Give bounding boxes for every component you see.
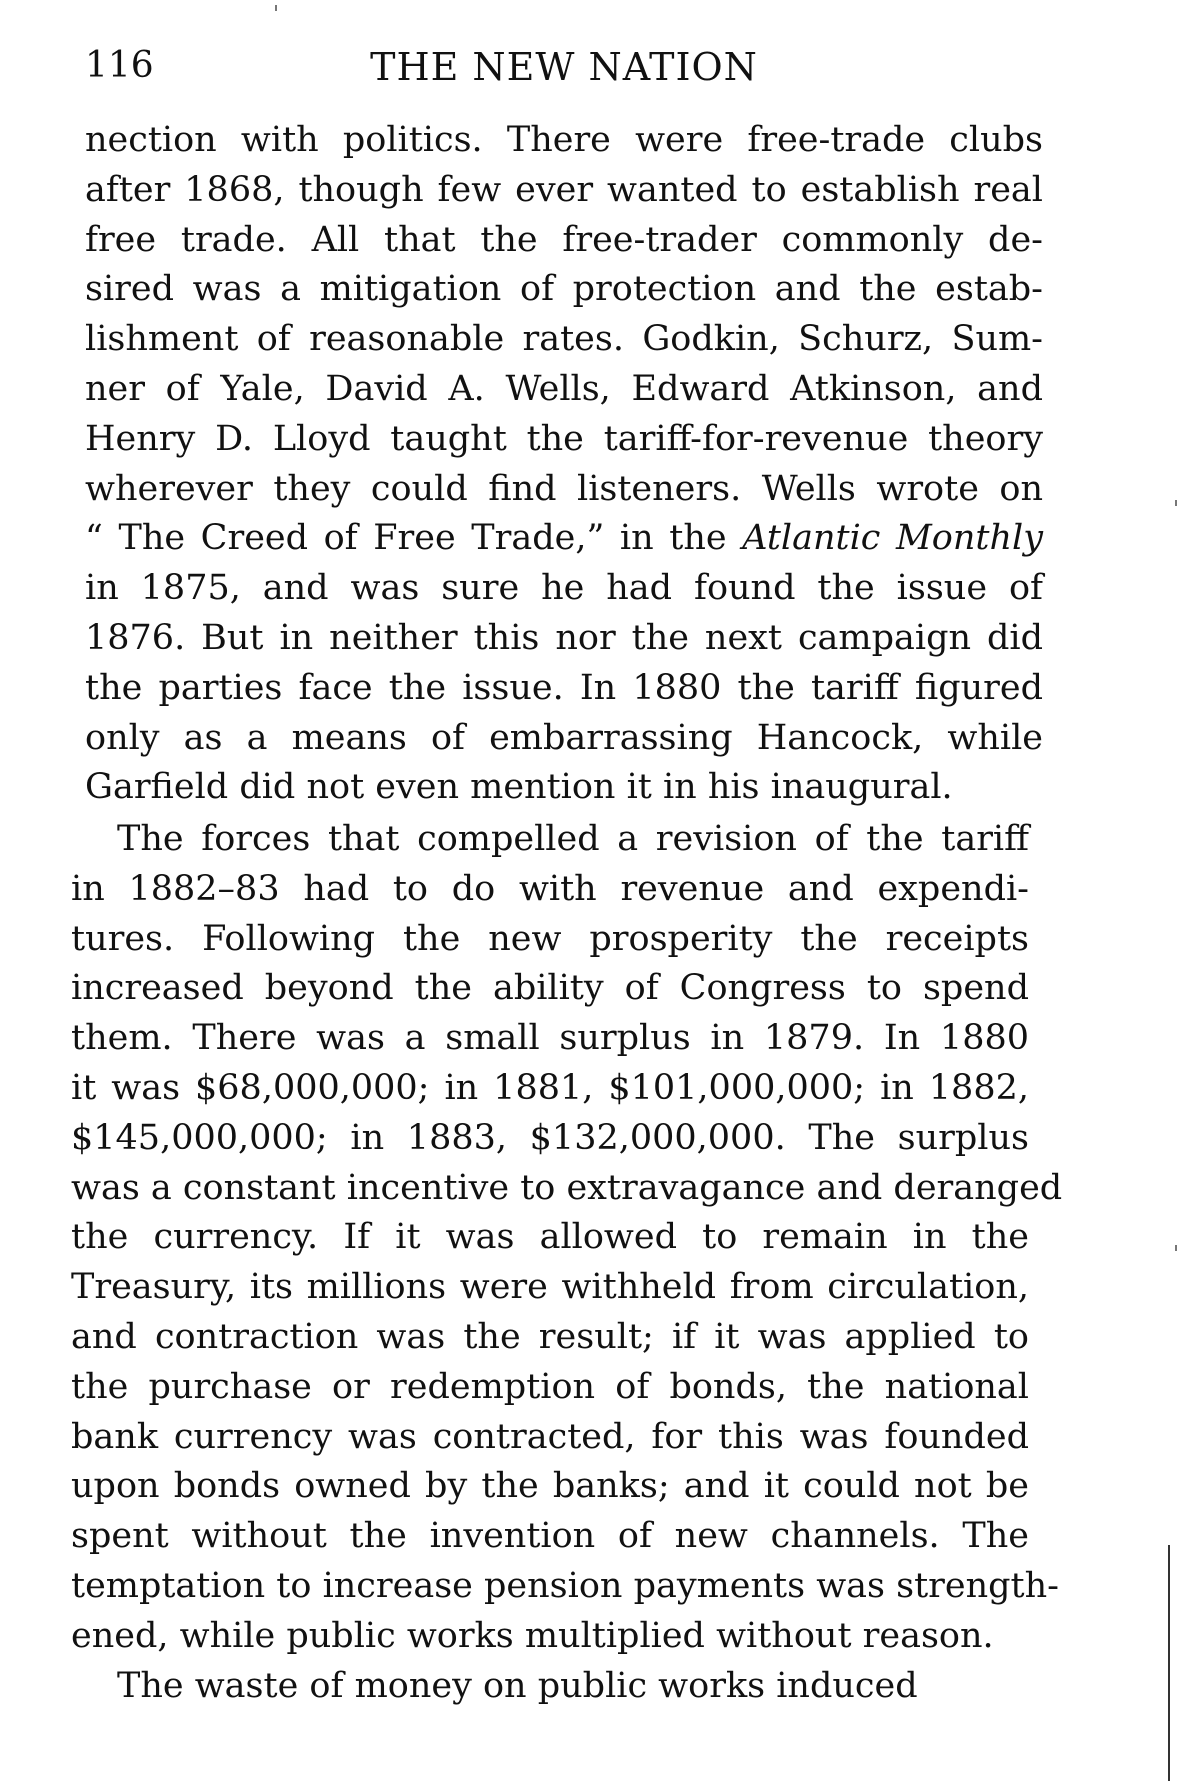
text-segment: temptation to increase pension payments was strength- [71, 1565, 1059, 1606]
text-segment: free trade. All that the free-trader commonly de- [85, 219, 1043, 260]
text-segment: $145,000,000; in 1883, $132,000,000. The surplus [71, 1117, 1029, 1158]
text-segment: after 1868, though few ever wanted to establish real [85, 169, 1043, 210]
text-line [71, 865, 1029, 915]
text-line [85, 315, 1043, 365]
text-segment: sired was a mitigation of protection and the estab- [85, 269, 1043, 310]
text-segment: The waste of money on public works induced [117, 1665, 918, 1706]
text-line [85, 763, 1043, 813]
text-segment: Garfield did not even mention it in his inaugural. [85, 767, 953, 808]
text-line [71, 964, 1029, 1014]
text-segment: nection with politics. There were free-trade clubs [85, 120, 1043, 160]
text-segment: the currency. If it was allowed to remain in the [71, 1217, 1029, 1258]
text-line [85, 564, 1043, 614]
text-segment: “ The Creed of Free Trade,” in the [85, 518, 743, 559]
scan-speck [275, 5, 277, 11]
text-line [85, 514, 1043, 564]
text-line [71, 1562, 1059, 1612]
text-segment: lishment of reasonable rates. Godkin, Schurz, Sum- [85, 319, 1043, 360]
text-segment: upon bonds owned by the banks; and it could not be [71, 1466, 1029, 1507]
text-line [71, 1213, 1029, 1263]
text-line [85, 116, 1043, 166]
text-segment: was a constant incentive to extravagance and deranged [71, 1167, 1063, 1208]
text-segment: the parties face the issue. In 1880 the tariff figured [85, 667, 1043, 708]
text-line [71, 1612, 1029, 1662]
text-segment: in 1882–83 had to do with revenue and expendi- [71, 868, 1029, 909]
text-segment: Treasury, its millions were withheld from circulation, [71, 1267, 1029, 1308]
text-segment: only as a means of embarrassing Hancock, while [85, 717, 1043, 758]
text-segment: tures. Following the new prosperity the receipts [71, 918, 1029, 959]
text-segment: ner of Yale, David A. Wells, Edward Atkinson, and [85, 368, 1043, 409]
running-title: THE NEW NATION [370, 45, 758, 89]
text-line [71, 915, 1029, 965]
page-number: 116 [85, 45, 154, 86]
paragraph-1 [85, 116, 1043, 813]
text-line [71, 1363, 1029, 1413]
text-line [71, 1014, 1029, 1064]
text-line [85, 415, 1043, 465]
text-line [71, 1462, 1029, 1512]
text-line [85, 216, 1043, 266]
text-line [85, 465, 1043, 515]
text-segment: the purchase or redemption of bonds, the national [71, 1366, 1029, 1407]
italic-title: Atlantic Monthly [742, 518, 1043, 559]
text-line [71, 1164, 1063, 1214]
page-edge-line [1168, 1545, 1170, 1781]
text-segment: them. There was a small surplus in 1879. In 1880 [71, 1018, 1029, 1059]
text-line [85, 265, 1043, 315]
scan-speck [1175, 1245, 1177, 1251]
text-line [71, 1512, 1029, 1562]
paragraph-2 [71, 815, 1063, 1711]
text-line [71, 815, 1029, 865]
text-line [71, 1413, 1029, 1463]
text-segment: 1876. But in neither this nor the next campaign did [85, 617, 1043, 658]
scan-speck [1175, 500, 1177, 506]
text-segment: in 1875, and was sure he had found the issue of [85, 568, 1043, 609]
text-line [85, 614, 1043, 664]
text-segment: The forces that compelled a revision of the tariff [117, 819, 1029, 859]
text-line [85, 714, 1043, 764]
text-segment: and contraction was the result; if it was applied to [71, 1316, 1029, 1357]
text-segment: Henry D. Lloyd taught the tariff-for-revenue theory [85, 418, 1043, 459]
text-line [85, 365, 1043, 415]
page-header [85, 45, 1043, 95]
text-segment: ened, while public works multiplied without reason. [71, 1615, 994, 1656]
text-line [71, 1662, 1029, 1712]
text-segment: wherever they could find listeners. Wells wrote on [85, 468, 1043, 509]
text-line [71, 1114, 1029, 1164]
text-line [71, 1313, 1029, 1363]
text-line [85, 166, 1043, 216]
text-line [85, 664, 1043, 714]
text-line [71, 1064, 1029, 1114]
text-segment: bank currency was contracted, for this was founded [71, 1416, 1029, 1457]
text-segment: increased beyond the ability of Congress to spend [71, 968, 1029, 1009]
text-segment: spent without the invention of new channels. The [71, 1516, 1029, 1557]
text-segment: it was $68,000,000; in 1881, $101,000,000; in 1882, [71, 1067, 1029, 1108]
text-line [71, 1263, 1029, 1313]
